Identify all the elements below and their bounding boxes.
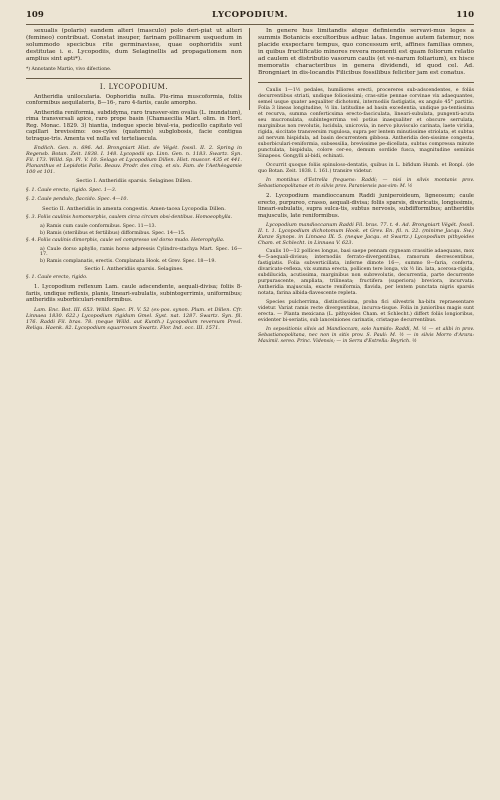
species-diagnosis: 2. Lycopodium mandioccanum Raddi juniperoideum, ligneosum; caule erecto, purpureo, crasso, aequali-divisa; foliis sparsis, divaricatis, longissimis, lineari-subulatis, supra sulca-tis, subtus nervosis, subdifformibus; antheridiis majusculis, late reniformibus. <box>258 193 474 219</box>
species-description: Caulis 1—1½ pedales, humiliores erecti, procereres sub-adscendentes, e foliis decurrentibus striati, undique foliosissimi; cras-sitie pennae corvinae vix adaequantes, semel usque quater aequaliter dichotomi, internodiis fastigiatis, ex angulo 45° partitis. Folia 3 lineas longitudine, ½ lin. latitudine ad basin excedentia, undique pa-tentissima et recurva, summa conferticsima erecto-fasciculata, lineari-subulata, pungenti-acuta seu mucronulata, subintegerrima vel potius inaequaliter et obscure serrulata, marginibus non revolutis, lucidula, unicrovia, in nervo pluvisculo carinata, laete viridia, rigida, siccitate transversim rugulosa, supra per lentem minutissime striolata, et subtus ad nervum hispidula, ad basin decurrentem gibbosa. Antheridia den-sissime congesta, suborbiculari-reniformia, subsessilia, brevissime pe-dicellata, subtus compressa minute punctulata, bispidula, colore cer-eo, demum sordide fusca, magnitudine semiinis Sinapeos. Gongylli al-bidi, echinati. <box>258 88 474 159</box>
locality-note: In sepositionis silvis ad Mandioccam, solo humido: Raddi, M. ½ — et alibi in prov. Sebastianopolitana, nec non in sitis prov. S. Pauli: M. ½ — in silvis Morro d'Arara: Maximil. sereo. Princ. Vidensis; — in Serra d'Estrella: Beyrich. ½ <box>258 327 474 344</box>
section-heading: Sectio I. Antheridiis sparsis. Selagines Dillen. <box>76 178 192 184</box>
running-title: LYCOPODIUM. <box>212 10 288 20</box>
species-remarks: Species pulcherrima, distinctissima, proba fici silvestris ha-bitu repraesentare videtur. Variat ramis recte divergentibus, incurva-tisque. Folia in junioribus magis sunt erecta. — Planta mexicana (L. pithyoides Cham. et Schlecht.) differt foliis longioribus, evidenter bi-seriatis, sub lanceiniones carinatis, cristaque decurrentibus. <box>258 300 474 323</box>
species-synonymy: Lam. Enc. Bot. III. 653. Willd. Spec. Pl. V. 52 (ex-pos. synon. Plum. et Dillen. Cfr. Linnaea 1830. 622.) Lycopodium rigidum Gmel. Syst. nat. 1287. Swartz. Syn. fil. 176. Raddi Fil. bras. 78. (neque Willd. aut Kunth.) Lycopodium reversum Presl. Reliqu. Haenk. 82. Lycopodium squarrosum Swartz. Flor. Ind. occ. III. 1571. <box>26 306 242 331</box>
species-synonymy: Lycopodium mandioccanum Raddi Fil. bras. 77. t. 4. Ad. Brongniart Végét. fossil. II. t. 1. Lycopodium dichotomum Hook. et Grev. En. fil. n. 22. (minime Jacqu. Sw.) Kunze Synops. in Linnaea IX. 5. (neque Jacqu. et Swartz.) Lycopodium pithyoides Cham. et Schlecht. in Linnaea V. 623. <box>258 222 474 246</box>
criterion-line: b) Ramis (sterilibus et fertilibus) difformibus. Spec. 14—15. <box>40 230 186 236</box>
running-header <box>26 10 474 22</box>
column-divider <box>249 28 250 110</box>
subsection-heading: §. 3. Foliis caulinis homomorphis, caulem circa circum obsi-dentibus. Homoeophylla. <box>26 215 233 220</box>
footnote: *) Annotante Martio, vivo difectione. <box>26 67 112 72</box>
section-heading: Sectio I. Antheridiis sparsis. Selagines. <box>84 265 184 272</box>
subsection-heading: §. 1. Caule erecto, rigido. <box>26 275 88 281</box>
intro-paragraph: In genere hus limitandis atque definiendis servavi-mus leges a summis Botanicis excultoribus adhuc latas. Ingenue autem fatemur, nos placide exspectare tempus, quo concessum erit, affines familias omnes, in quibus fructificatio minores revera momenti est quam foliorum relatio ad caulem et distributio vasorum caulis (et ve-narum foliarium), ex hisce memoratis characteribus in genera dividendi, id quod cel. Ad. Brongniart in dis-locandis Filicibus fossilibus feliciter jam est conatus. <box>258 28 474 76</box>
page-number-left: 109 <box>26 10 44 20</box>
species-diagnosis: 1. Lycopodium reflexum Lam. caule adscendente, aequali-divisa; foliis 8-fariis, undique reflexis, planis, lineari-subulatis, subintegerrimis, uniformibus; antheridiis suborbiculari-reniformibus. <box>26 284 242 304</box>
variety-note: Occurrit quoque foliis spinuloso-dentatis, quibus in L. bifidum Humb. et Bonpl. (de quo Botan. Zeit. 1838. I. 161.) transire videtur. <box>258 163 474 174</box>
subsection-heading: §. 4. Foliis caulinis dimorphis, caule vel compresso vel dorso mudo. Heterophylla. <box>26 237 225 243</box>
section-heading: Sectio II. Antheridiis in amenta congestis. Amen-tacea Lycopodia Dillen. <box>42 205 226 212</box>
right-column <box>258 28 474 792</box>
intro-paragraph: sexualis (polaris) eandem alteri (masculo) polo deri-piat ut alteri (femineo) contribuat. Constat insuper, farinam pollinarem usquedum in solummodo specicbus rite germinavisse, quae oophoridiis sunt destitutae i. e. Lycopodiis, dum Selaginellis ad propagationem non amplius sint apti*). <box>26 28 242 62</box>
species-description: Caulis 10—12 pollices longus, basi saepe pennam cygneam crassitie adaequans, mox 4—5-aequali-divisus; internodiis ferrato-divergentibus, ramorum decrescentibus, fastigiatis. Folia subverticillata, inferne dimote 16—, summo 8—faria, conferta, divaricato-reflexa, vix summa erecta, pollicem tere longa, vix ½ lin. lata, acerosa-rigida, subdilucida, acutissima, marginibus non subrevolutis, decurrentia, parte decurrente purpurascente, ampliata, trilineata; fructifera (superiora) breviora, incurvata. Antheridia majuscula, exacte reniformia, flavida, per lentem punctata nigris sparsis notata, farina albida-flavescente repleta. <box>258 249 474 296</box>
subsection-heading: §. 2. Caule pendulo, flaccido. Spec. 4—10. <box>26 196 128 202</box>
genus-description: Antheridia reniformia, subdidyma, raro transver-sim ovalia (L. inundatum), rima transversali apice, raro prope basin (Chamaecilia Mart. olim. in Hort. Reg. Monac. 1829. 3) hiantia, indeque specie bival-via, pedicello capitato vel capillari brevissimo: oos-cyles (quaternis) subglobosis, facie contigua tetraque-tris. Amenta vel nulla vel terteliaecula. <box>26 109 242 142</box>
locality-note: In montibus d'Estrella frequens: Raddi; — nisi in silvis montanis prov. Sebastianopolitanae et in silvis prov. Paraniensis pas-sim: M. ½ <box>258 178 474 189</box>
subsection-heading: §. 1. Caule erecto, rigido. Spec. 1—3. <box>26 187 117 193</box>
left-column <box>26 28 242 792</box>
page-number-right: 110 <box>456 10 474 20</box>
section-rule <box>26 78 242 79</box>
section-rule <box>258 82 474 83</box>
genus-references: Endlich. Gen. n. 696. Ad. Brongniart Hist. de Végét. fossil. II. 2. Spring in Regensb. Botan. Zeit. 1838. I. 148. Lycopodii sp. Linn. Gen. n. 1183. Swartz. Syn. Fil. 173. Willd. Sp. Pl. V. 10. Selago et Lycopodium Dillen. Hist. muscor. 435 et 441. Plananthus et Lepidotis Palis. Beauv. Prodr. des cinq. et six. Fam. de l'Aethéogamie 100 et 101. <box>26 145 242 175</box>
genus-title: I. LYCOPODIUM. <box>99 83 169 91</box>
criterion-line: a) Ramis cum caule conformibus. Spec. 11—13. <box>40 224 157 229</box>
criterion-line: a) Caule dorso aphyllo, ramis horso adpressis Cylindro-stachya Mart. Spec. 16—17. <box>40 246 242 258</box>
criterion-line: b) Ramis complanatis, erectis. Complanata Hook. et Grev. Spec. 18—19. <box>40 259 216 265</box>
genus-diagnosis: Antheridia unilocularia. Oophoridia nulla. Plu-rima muscoformia, foliis conformibus aequilateris, 8—16-, raro 4-fariis, caule amorpho. <box>26 93 242 106</box>
header-rule <box>26 24 474 25</box>
